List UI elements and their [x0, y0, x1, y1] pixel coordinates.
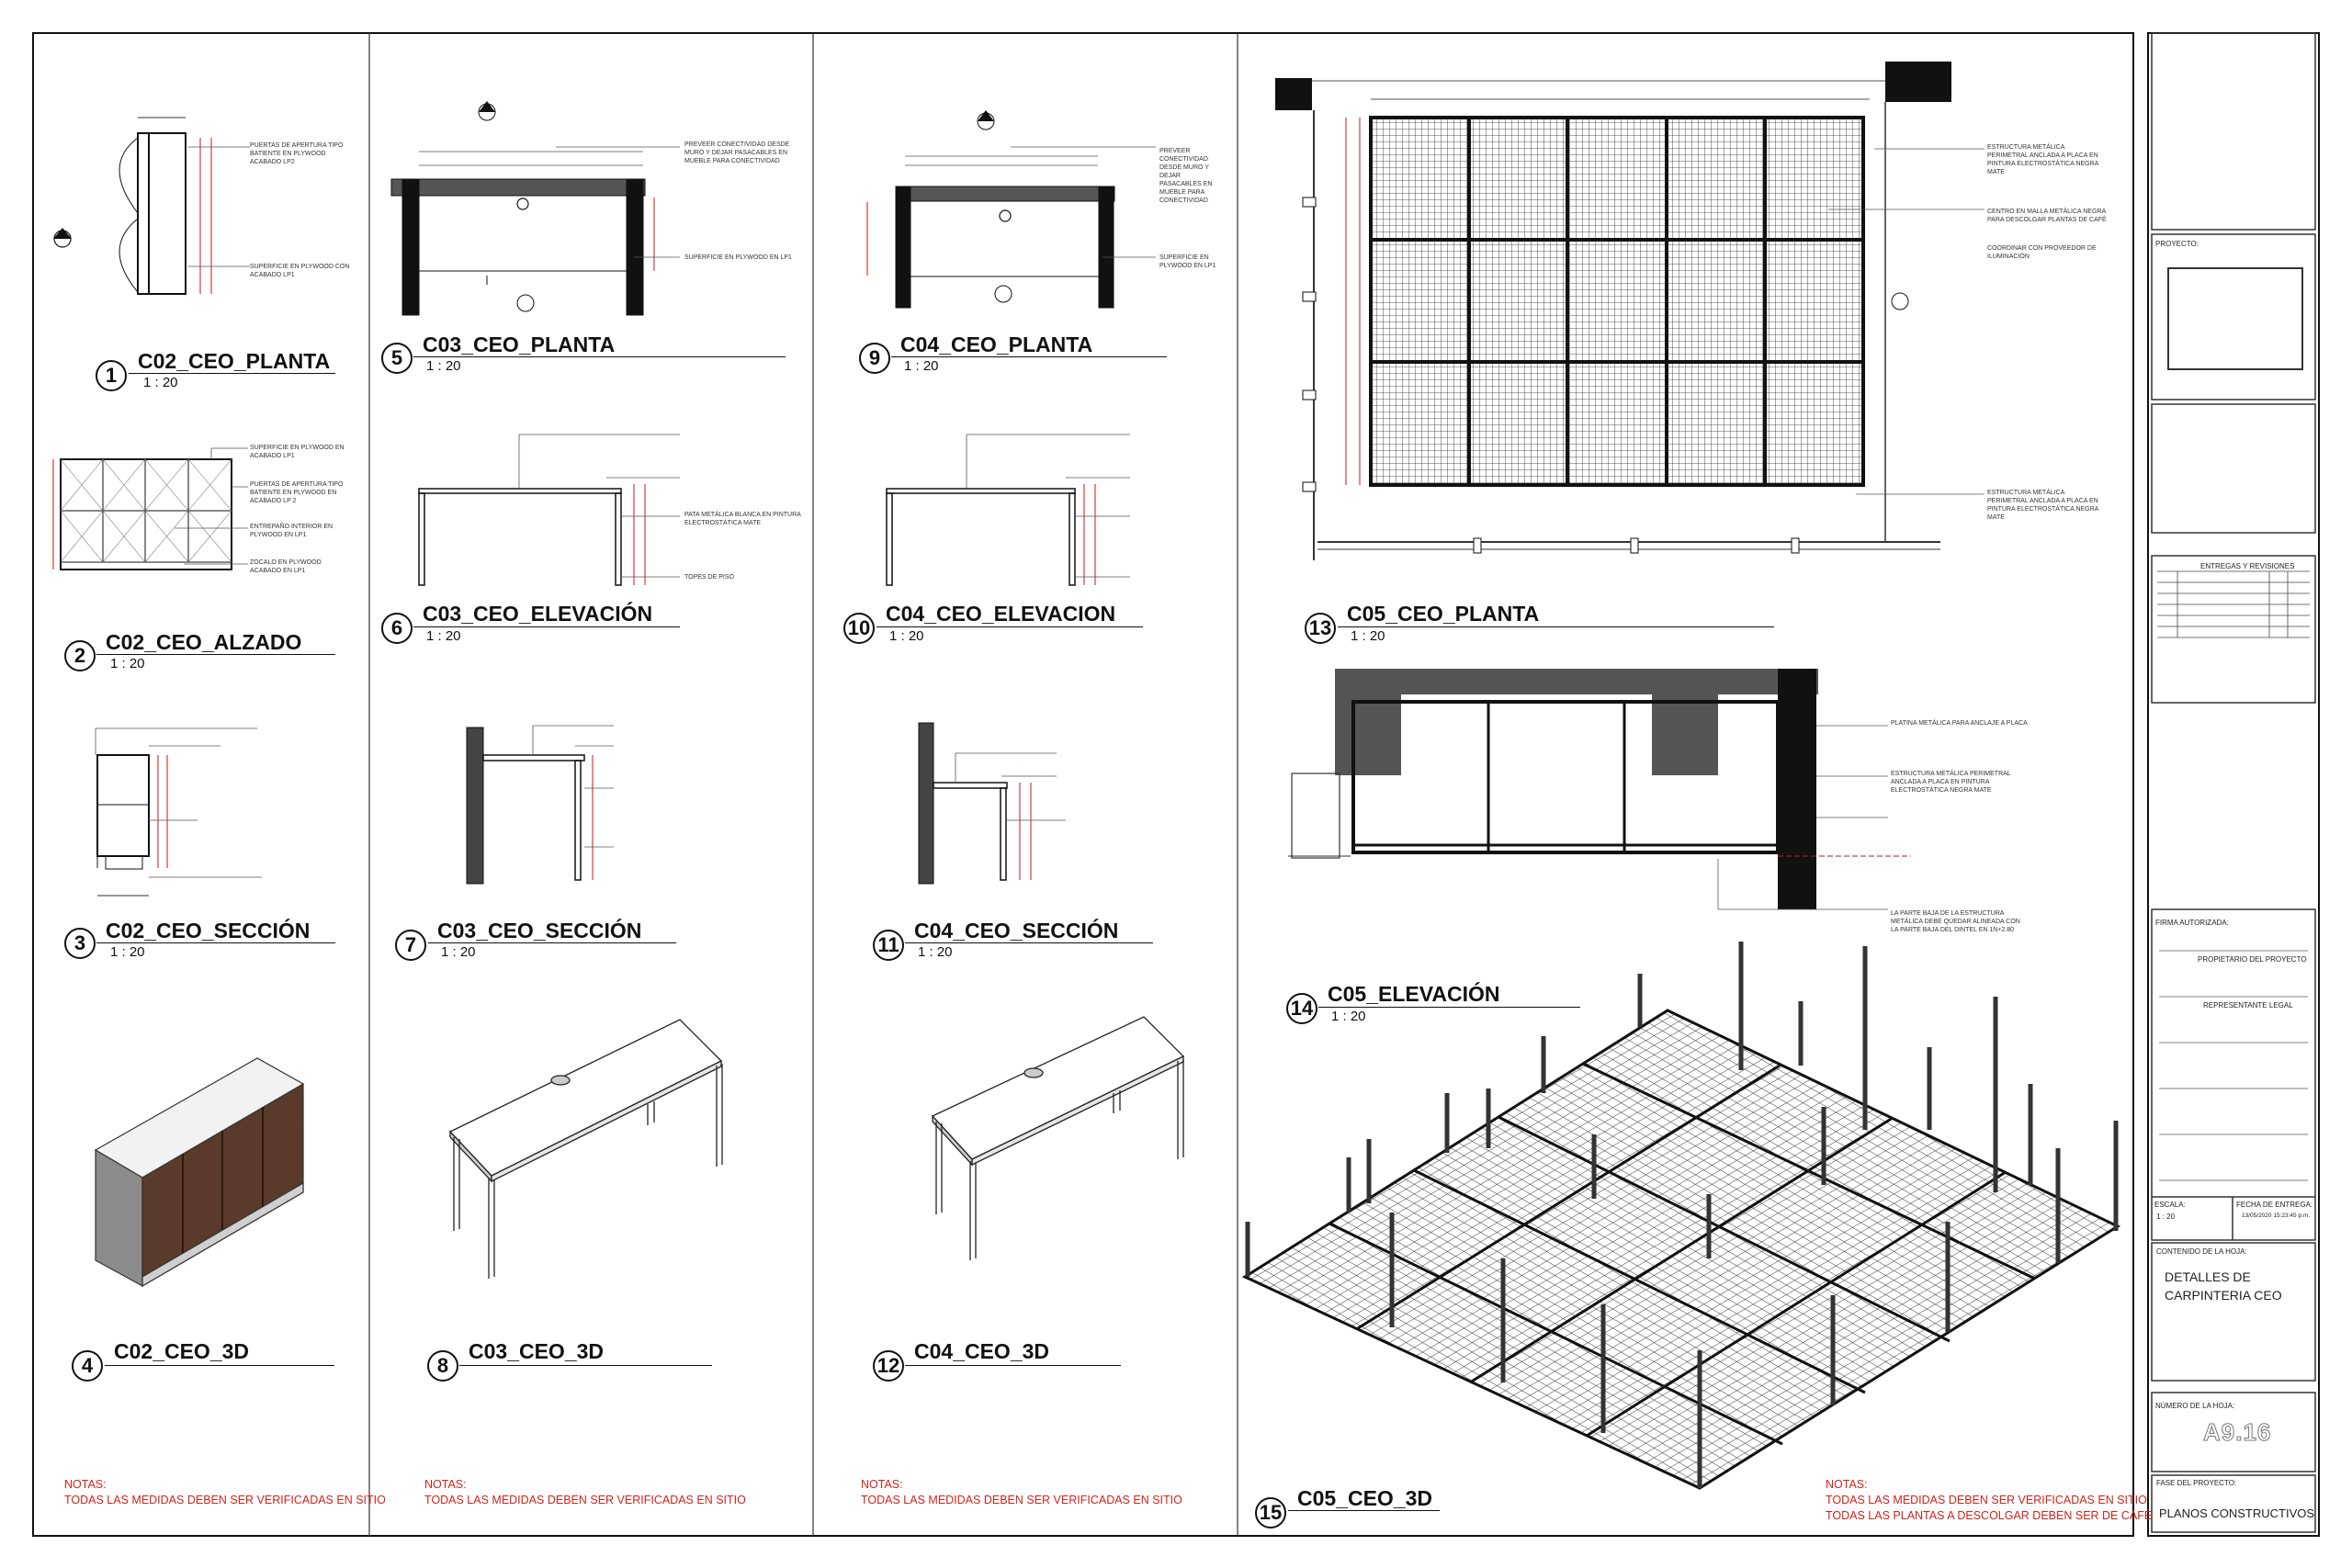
contenido-line-1: DETALLES DE [2165, 1269, 2251, 1284]
title-underline [428, 942, 676, 943]
view-number: 8 [427, 1350, 458, 1382]
representante-label: REPRESENTANTE LEGAL [2203, 1001, 2293, 1010]
notes-column-3 [861, 1477, 1182, 1508]
view-number: 3 [64, 928, 96, 959]
view-title: C03_CEO_ELEVACIÓN [423, 602, 653, 626]
view-number: 4 [72, 1350, 103, 1382]
escala-value: 1 : 20 [2156, 1213, 2176, 1221]
view-title: C02_CEO_PLANTA [138, 349, 331, 373]
annotation: CENTRO EN MALLA METÁLICA NEGRA PARA DESCOLGAR PLANTAS DE CAFÉ [1987, 209, 2107, 223]
notes-heading: NOTAS: [861, 1478, 903, 1491]
view-number: 11 [873, 930, 904, 961]
title-underline [891, 356, 1167, 357]
view-title: C05_CEO_3D [1297, 1486, 1433, 1510]
title-underline [905, 1365, 1121, 1366]
title-underline [129, 373, 335, 374]
view-number: 13 [1305, 613, 1336, 644]
notes-line: TODAS LAS MEDIDAS DEBEN SER VERIFICADAS EN SITIO [64, 1494, 386, 1506]
view-title: C02_CEO_3D [114, 1339, 250, 1363]
fase-label: FASE DEL PROYECTO: [2156, 1479, 2237, 1487]
proyecto-label: PROYECTO: [2155, 240, 2199, 248]
view-number: 15 [1255, 1497, 1286, 1529]
title-underline [1338, 626, 1774, 627]
ceiling-grid-plan [1275, 62, 1984, 560]
view-title: C04_CEO_3D [914, 1339, 1050, 1363]
view-title: C03_CEO_3D [469, 1339, 605, 1363]
view-scale: 1 : 20 [918, 944, 953, 960]
view-scale: 1 : 20 [441, 944, 476, 960]
annotation: ZOCALO EN PLYWOOD ACABADO EN LP1 [250, 559, 322, 574]
view-scale: 1 : 20 [1351, 628, 1385, 644]
annotation: PREVEER CONECTIVIDAD DESDE MURO Y DEJAR PASACABLES EN MUEBLE PARA CONECTIVIDAD [684, 141, 790, 164]
view-title: C02_CEO_ALZADO [106, 630, 302, 654]
annotation: COORDINAR CON PROVEEDOR DE ILUMINACIÓN [1987, 245, 2097, 260]
credenza-3d [96, 1058, 303, 1286]
view-title: C04_CEO_SECCIÓN [914, 919, 1119, 942]
annotation: SUPERFICIE EN PLYWOOD EN ACABADO LP1 [250, 445, 345, 459]
title-underline [105, 1365, 334, 1366]
view-scale: 1 : 20 [426, 358, 461, 374]
annotation: SUPERFICIE EN PLYWOOD EN LP1 [1159, 254, 1216, 269]
firma-label: FIRMA AUTORIZADA: [2155, 919, 2229, 927]
notes-column-1 [64, 1477, 386, 1508]
annotation: PATA METÁLICA BLANCA EN PINTURA ELECTROSTÁTICA MATE [684, 512, 801, 526]
ceiling-grid-3d [1245, 942, 2118, 1488]
sheet-number: A9.16 [2203, 1418, 2272, 1446]
view-scale: 1 : 20 [1331, 1009, 1366, 1024]
notes-heading: NOTAS: [424, 1478, 467, 1491]
view-scale: 1 : 20 [110, 656, 145, 671]
annotation: PUERTAS DE APERTURA TIPO BATIENTE EN PLYWOOD ACABADO LP2 [250, 142, 344, 165]
title-underline [413, 356, 786, 357]
view-title: C05_CEO_PLANTA [1347, 602, 1540, 626]
title-underline [1288, 1510, 1440, 1511]
notes-column-2 [424, 1477, 746, 1508]
desk-3d-c03 [450, 1020, 722, 1279]
view-number: 10 [843, 613, 875, 644]
annotation: PUERTAS DE APERTURA TIPO BATIENTE EN PLYWOOD EN ACABADO LP 2 [250, 481, 344, 504]
title-underline [96, 942, 335, 943]
view-number: 1 [96, 360, 127, 391]
view-number: 6 [381, 613, 413, 644]
annotation: ESTRUCTURA METÁLICA PERIMETRAL ANCLADA A PLACA EN PINTURA ELECTROSTÁTICA NEGRA MATE [1891, 771, 2011, 794]
title-underline [413, 626, 680, 627]
view-title: C04_CEO_PLANTA [900, 333, 1093, 356]
title-underline [905, 942, 1153, 943]
fase-value: PLANOS CONSTRUCTIVOS [2159, 1506, 2315, 1520]
ceiling-elevation [1288, 669, 1911, 909]
annotation: LA PARTE BAJA DE LA ESTRUCTURA METÁLICA DEBE QUEDAR ALINEADA CON LA PARTE BAJA DEL DINTEL EN 1N+2.80 [1891, 910, 2020, 933]
view-title: C03_CEO_PLANTA [423, 333, 616, 356]
notes-line: TODAS LAS MEDIDAS DEBEN SER VERIFICADAS EN SITIO [424, 1494, 746, 1506]
fecha-label: FECHA DE ENTREGA: [2236, 1201, 2313, 1209]
revisiones-label: ENTREGAS Y REVISIONES [2200, 562, 2295, 570]
annotation: PREVEER CONECTIVIDAD DESDE MURO Y DEJAR PASACABLES EN MUEBLE PARA CONECTIVIDAD [1159, 148, 1213, 204]
view-scale: 1 : 20 [904, 358, 939, 374]
view-number: 5 [381, 343, 413, 374]
notes-heading: NOTAS: [1826, 1478, 1868, 1491]
view-title: C03_CEO_SECCIÓN [437, 919, 642, 942]
numero-label: NÚMERO DE LA HOJA: [2155, 1402, 2235, 1410]
contenido-label: CONTENIDO DE LA HOJA: [2156, 1247, 2247, 1256]
notes-line: TODAS LAS MEDIDAS DEBEN SER VERIFICADAS EN SITIO [1826, 1494, 2147, 1506]
view-number: 14 [1286, 993, 1317, 1024]
annotation: SUPERFICIE EN PLYWOOD EN LP1 [684, 254, 792, 261]
view-title: C04_CEO_ELEVACION [886, 602, 1116, 626]
title-underline [459, 1365, 712, 1366]
view-title: C02_CEO_SECCIÓN [106, 919, 311, 942]
annotation: ESTRUCTURA METÁLICA PERIMETRAL ANCLADA A PLACA EN PINTURA ELECTROSTÁTICA NEGRA MATE [1987, 490, 2098, 521]
title-underline [1318, 1007, 1580, 1008]
view-scale: 1 : 20 [143, 375, 178, 390]
propietario-label: PROPIETARIO DEL PROYECTO [2198, 955, 2307, 964]
contenido-line-2: CARPINTERIA CEO [2165, 1288, 2282, 1303]
view-scale: 1 : 20 [110, 944, 145, 960]
notes-heading: NOTAS: [64, 1478, 107, 1491]
view-number: 2 [64, 640, 96, 671]
desk-3d-c04 [933, 1017, 1183, 1260]
view-scale: 1 : 20 [889, 628, 924, 644]
title-underline [96, 654, 335, 655]
annotation: PLATINA METÁLICA PARA ANCLAJE A PLACA [1891, 720, 2028, 727]
notes-column-4 [1826, 1477, 2152, 1524]
annotation: SUPERFICIE EN PLYWOOD CON ACABADO LP1 [250, 264, 350, 278]
annotation: ENTREPAÑO INTERIOR EN PLYWOOD EN LP1 [250, 524, 334, 538]
fecha-value: 13/05/2020 15:23:45 p.m. [2242, 1213, 2311, 1219]
view-number: 12 [873, 1350, 904, 1382]
notes-line: TODAS LAS PLANTAS A DESCOLGAR DEBEN SER DE CAFÉ [1826, 1509, 2153, 1522]
annotation: TOPES DE PISO [684, 574, 734, 581]
view-scale: 1 : 20 [426, 628, 461, 644]
annotation: ESTRUCTURA METÁLICA PERIMETRAL ANCLADA A PLACA EN PINTURA ELECTROSTÁTICA NEGRA MATE [1987, 144, 2098, 175]
view-number: 7 [395, 930, 426, 961]
title-underline [876, 626, 1143, 627]
escala-label: ESCALA: [2154, 1201, 2186, 1209]
notes-line: TODAS LAS MEDIDAS DEBEN SER VERIFICADAS EN SITIO [861, 1494, 1182, 1506]
view-number: 9 [859, 343, 890, 374]
view-title: C05_ELEVACIÓN [1328, 982, 1500, 1006]
